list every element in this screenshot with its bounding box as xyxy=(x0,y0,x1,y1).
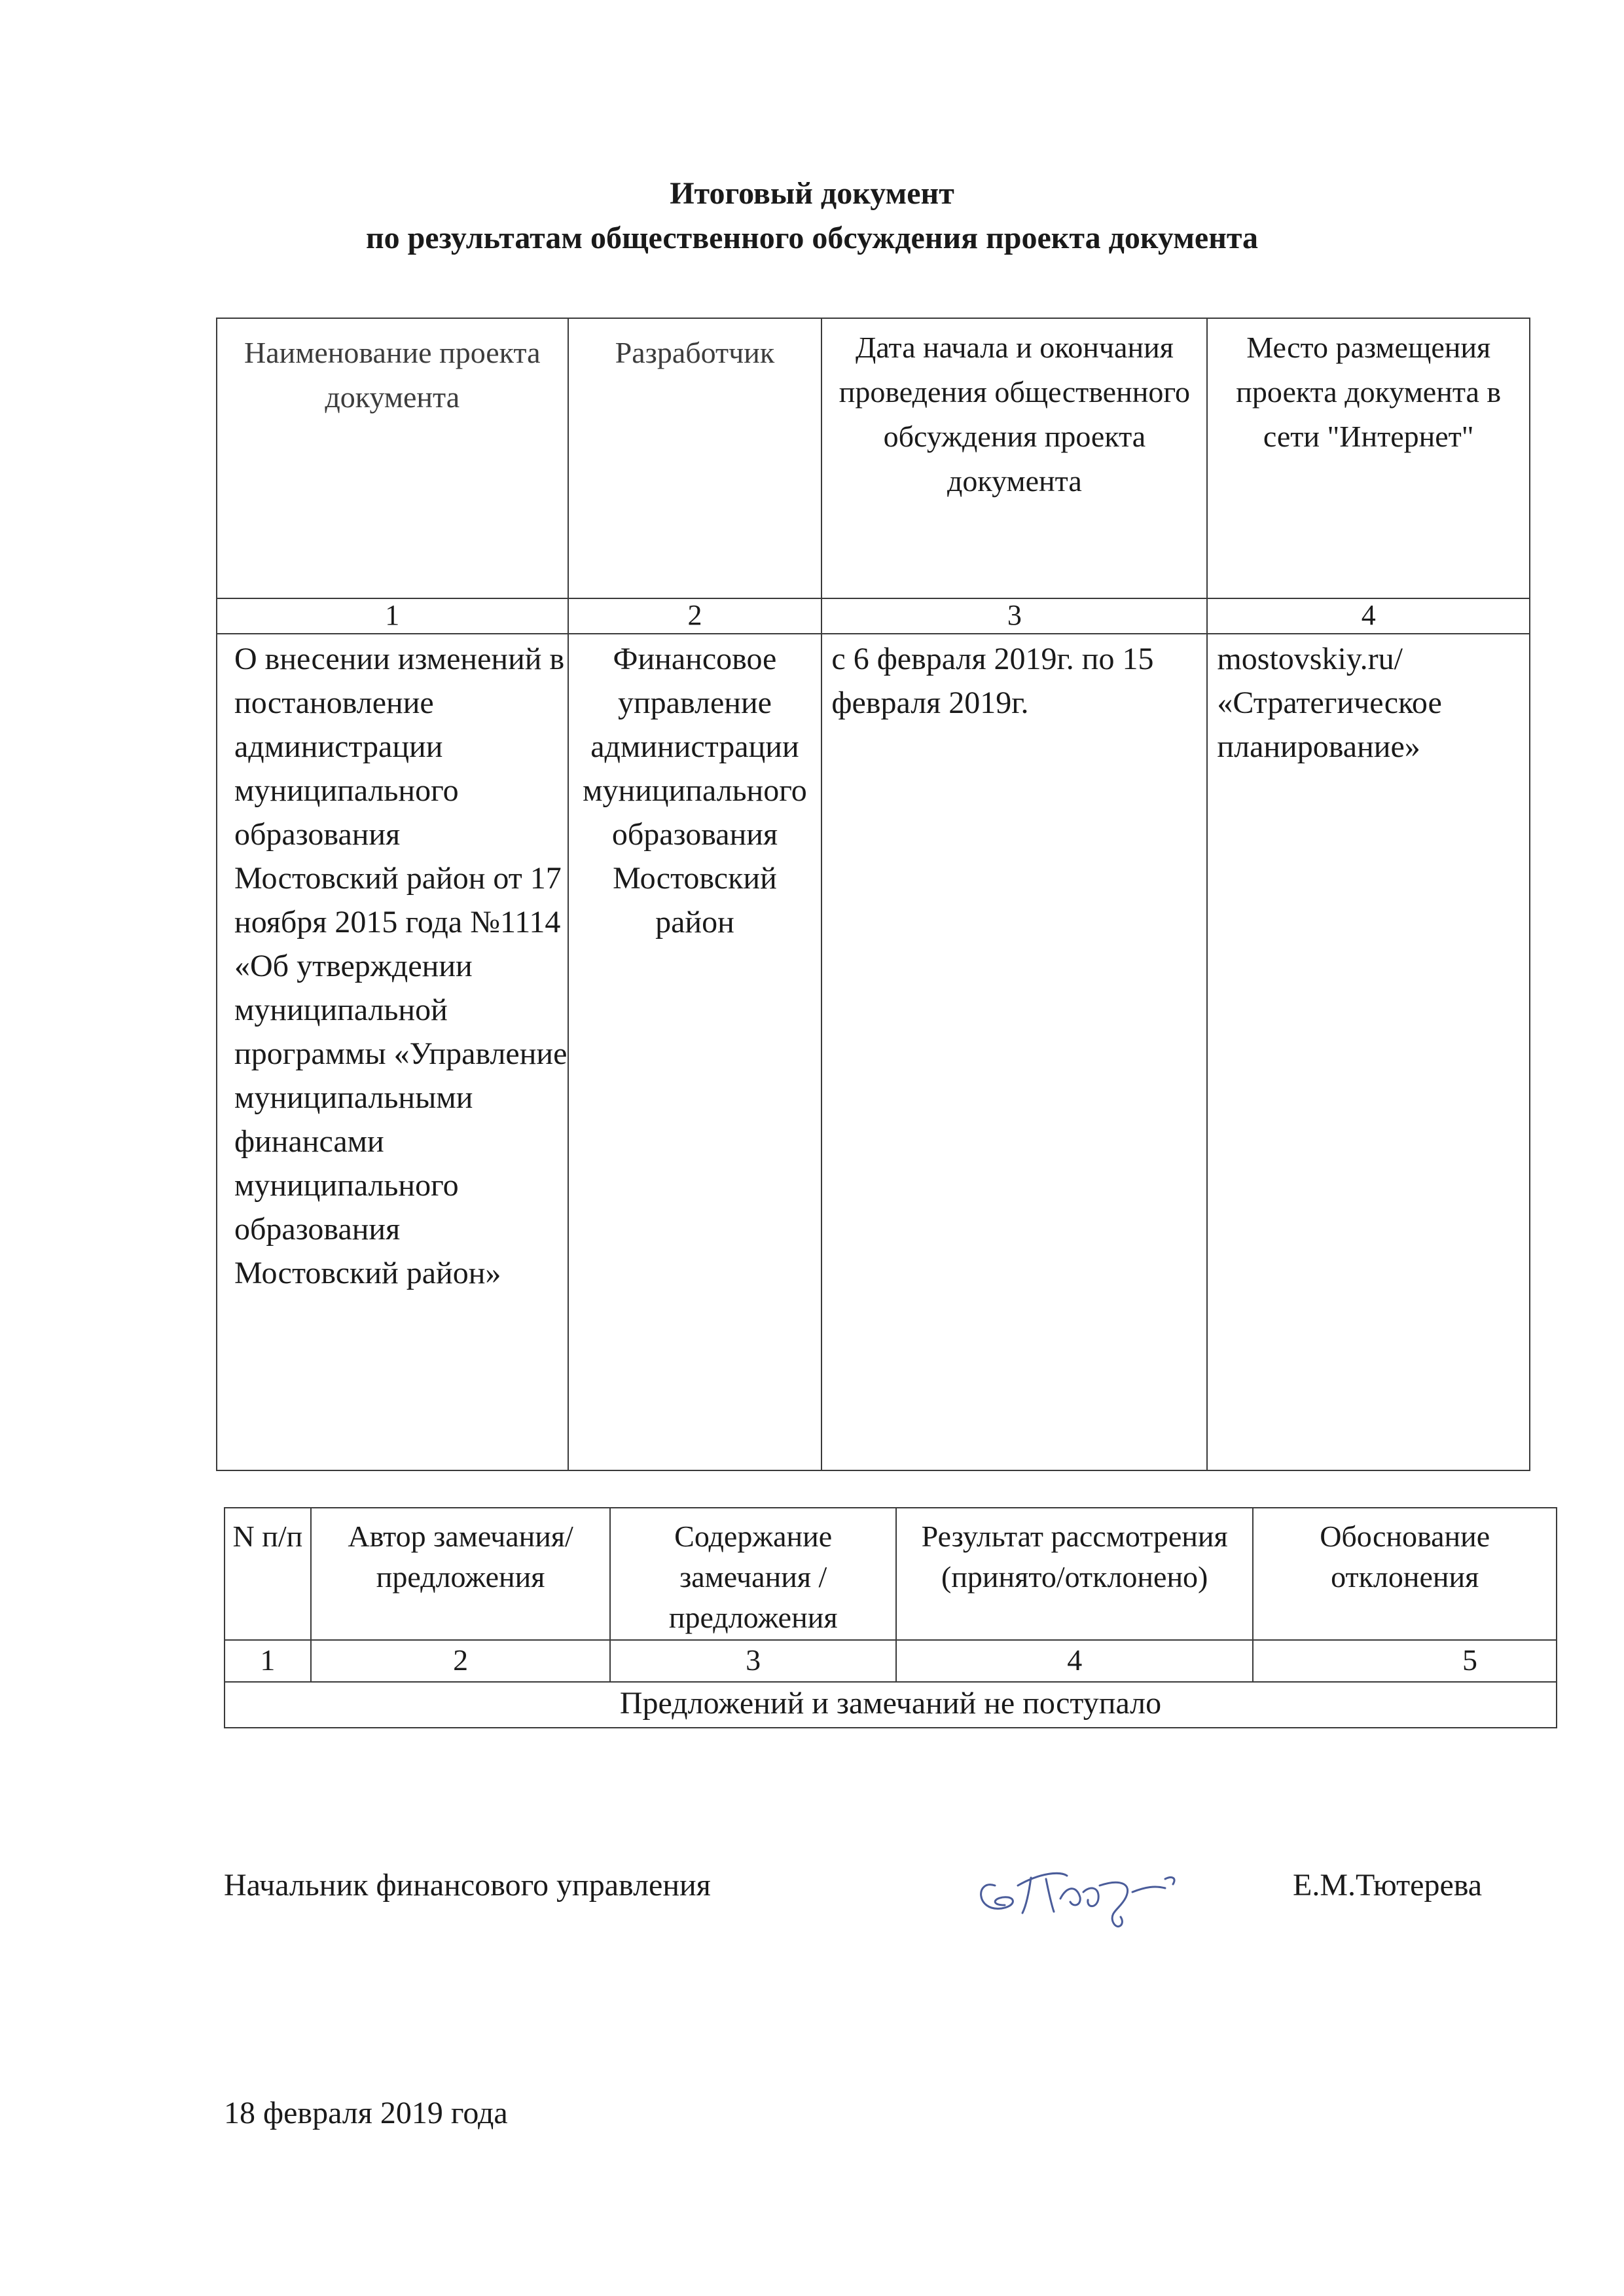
column-number: 5 xyxy=(1253,1640,1557,1682)
column-number: 2 xyxy=(568,598,822,634)
table-header-row xyxy=(225,1508,1557,1640)
developer-cell: Финансовое управление администрации муниципального образования Мостовский район xyxy=(568,634,822,1470)
column-number: 3 xyxy=(610,1640,896,1682)
signer-name: Е.М.Тютерева xyxy=(1293,1868,1483,1903)
table-row xyxy=(217,634,1530,1470)
header-dates: Дата начала и окончания проведения общественного обсуждения проекта документа xyxy=(821,318,1207,598)
header-number: N п/п xyxy=(225,1508,311,1640)
document-title xyxy=(0,172,1624,261)
header-result: Результат рассмотрения (принято/отклонено) xyxy=(896,1508,1253,1640)
no-comments-message: Предложений и замечаний не поступало xyxy=(225,1682,1557,1728)
project-info-table xyxy=(216,318,1530,1471)
header-project-name: Наименование проекта документа xyxy=(217,318,568,598)
title-line-1: Итоговый документ xyxy=(670,176,954,211)
title-line-2: по результатам общественного обсуждения проекта документа xyxy=(365,221,1259,255)
site-cell: mostovskiy.ru/ «Стратегическое планирование» xyxy=(1207,634,1530,1470)
header-author: Автор замечания/ предложения xyxy=(311,1508,611,1640)
header-content: Содержание замечания / предложения xyxy=(610,1508,896,1640)
project-name-cell: О внесении изменений в постановление администрации муниципального образования Мостовский район от 17 ноября 2015 года №1114 «Об утверждении муниципальной программы «Управление муниципальными финансами муниципального образования Мостовский район» xyxy=(217,634,568,1470)
dates-cell: с 6 февраля 2019г. по 15 февраля 2019г. xyxy=(821,634,1207,1470)
column-number: 1 xyxy=(225,1640,311,1682)
column-number: 4 xyxy=(896,1640,1253,1682)
document-date: 18 февраля 2019 года xyxy=(224,2096,508,2130)
header-site: Место размещения проекта документа в сети "Интернет" xyxy=(1207,318,1530,598)
table-row xyxy=(225,1682,1557,1728)
signer-position: Начальник финансового управления xyxy=(224,1868,711,1903)
column-number: 2 xyxy=(311,1640,611,1682)
column-number: 3 xyxy=(821,598,1207,634)
column-number: 1 xyxy=(217,598,568,634)
header-reason: Обоснование отклонения xyxy=(1253,1508,1557,1640)
comments-table xyxy=(224,1507,1557,1728)
table-header-row xyxy=(217,318,1530,598)
header-developer: Разработчик xyxy=(568,318,822,598)
column-number-row xyxy=(217,598,1530,634)
column-number: 4 xyxy=(1207,598,1530,634)
handwritten-signature xyxy=(969,1840,1244,1944)
column-number-row xyxy=(225,1640,1557,1682)
